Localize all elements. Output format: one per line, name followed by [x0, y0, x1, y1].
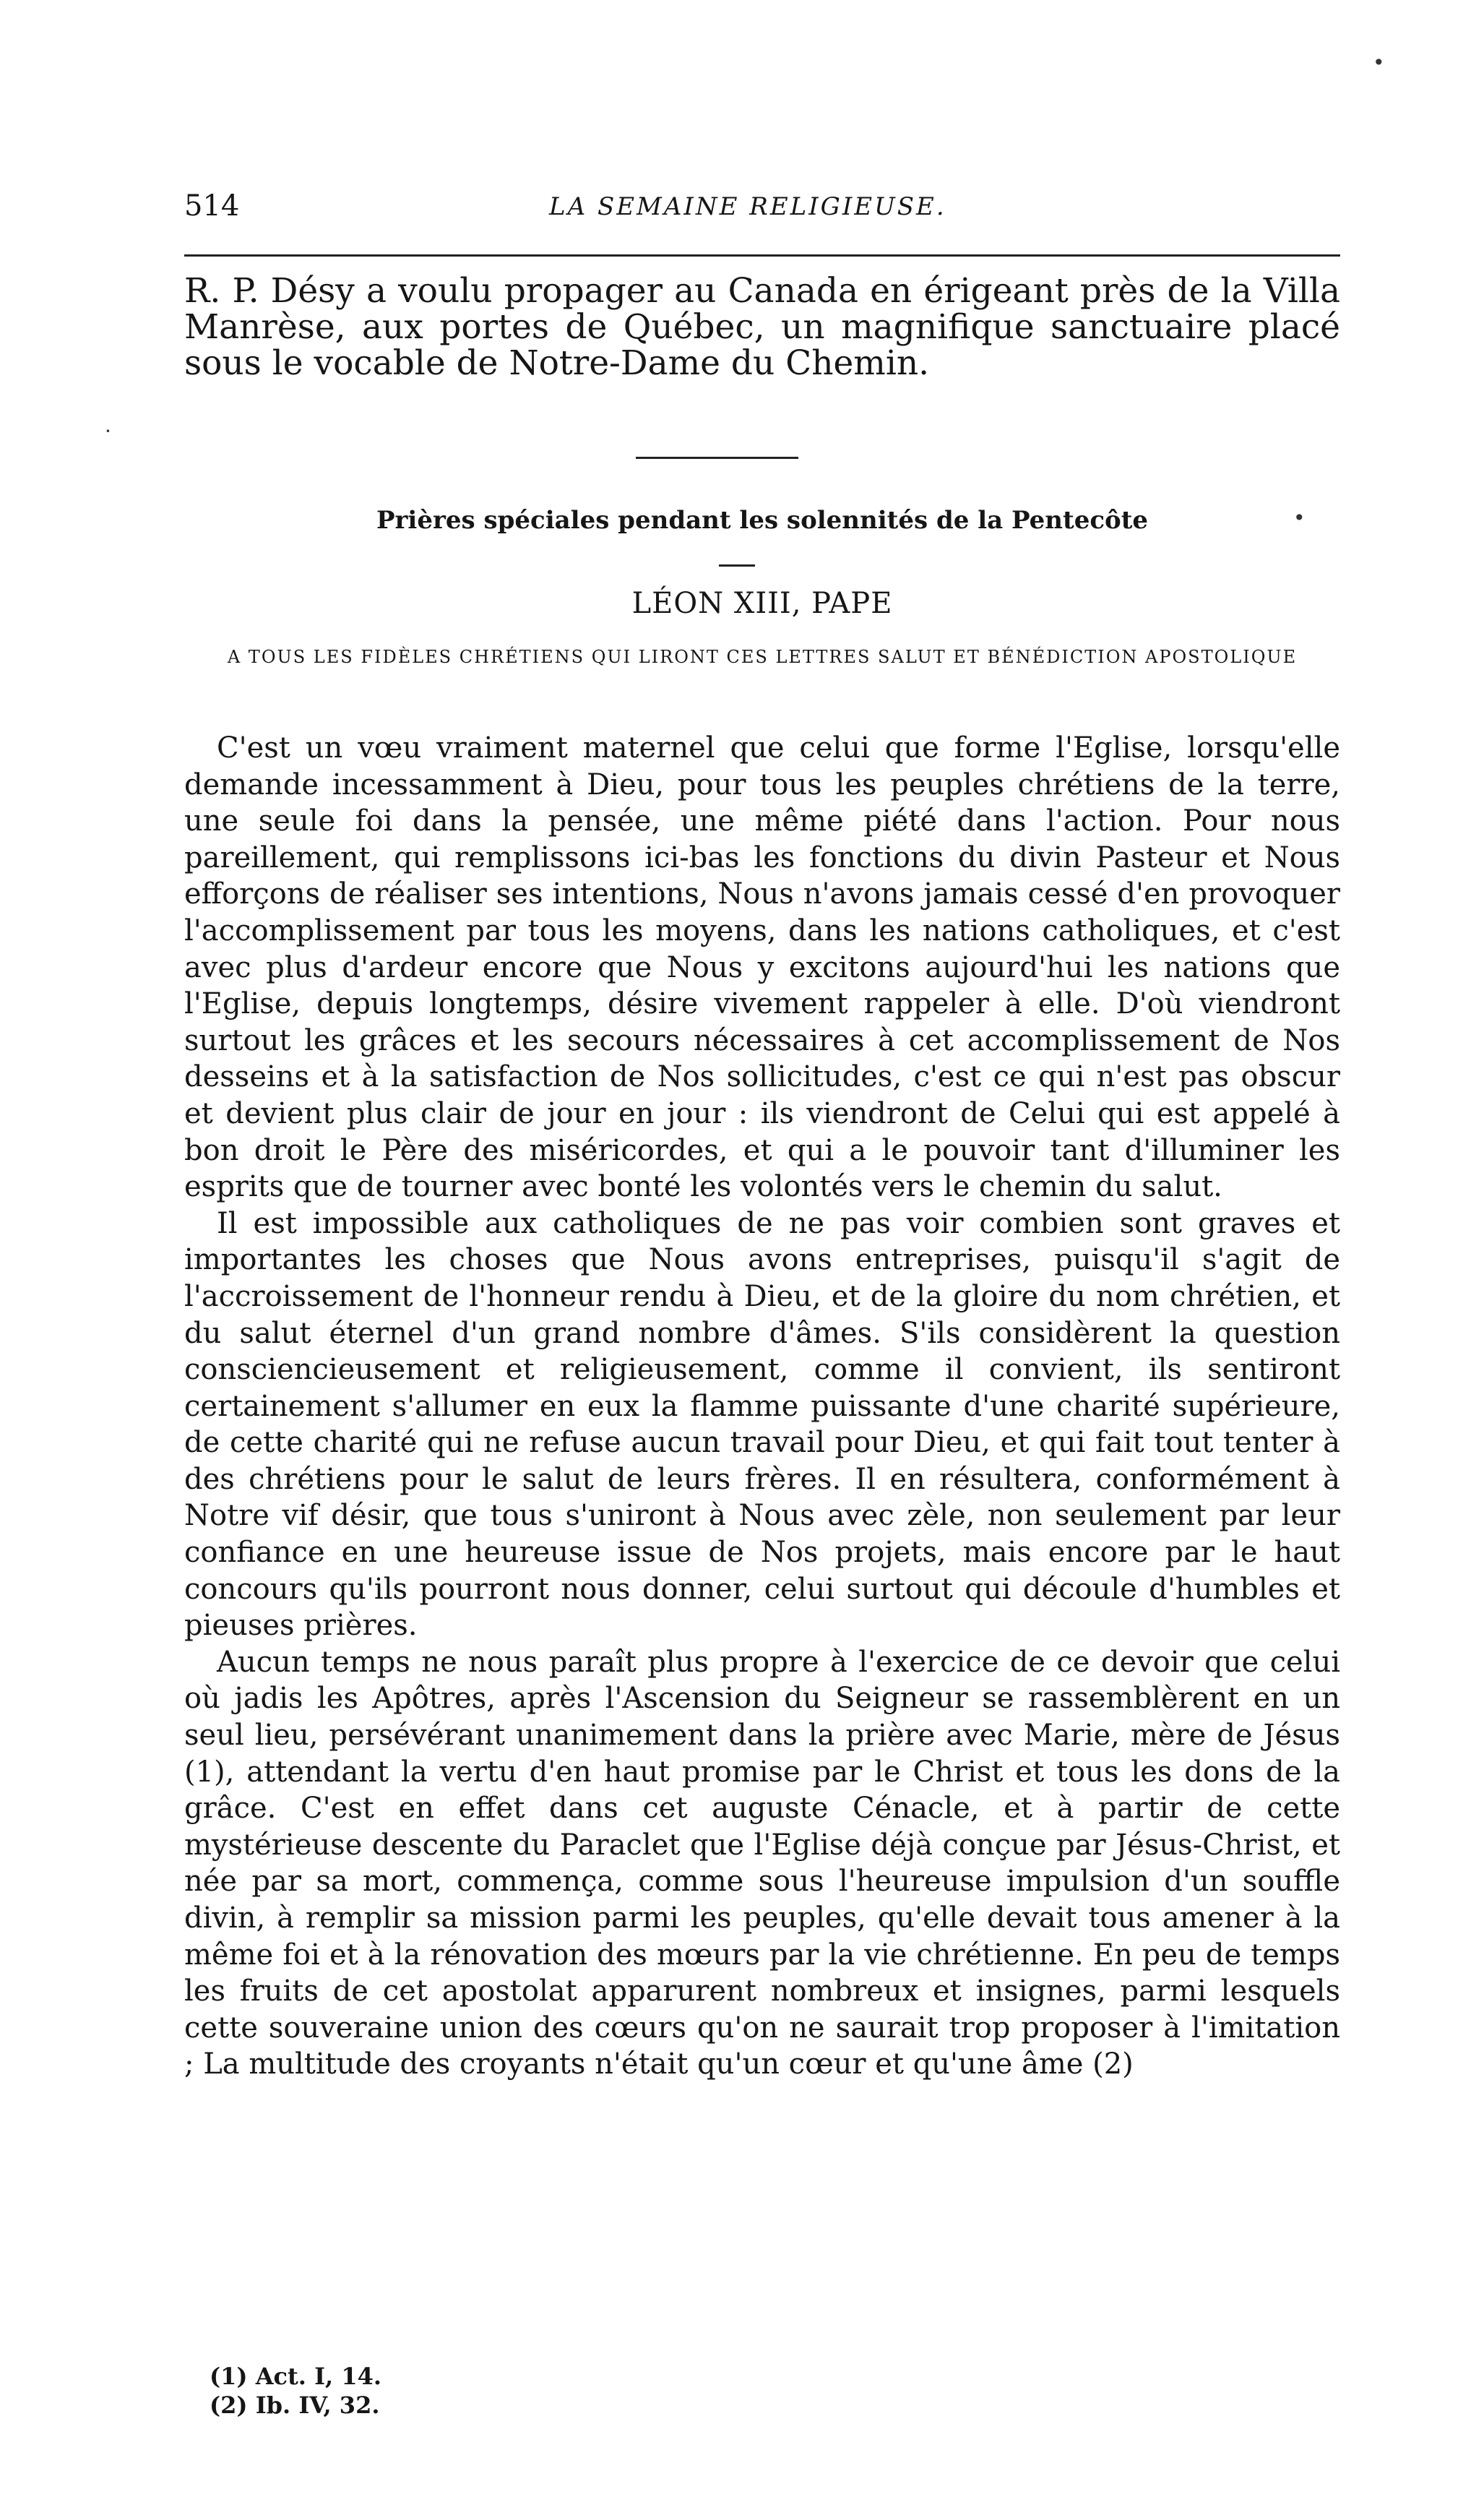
footnote: (2) Ib. IV, 32.: [210, 2391, 380, 2419]
paragraph: Il est impossible aux catholiques de ne pas voir combien sont graves et importantes les choses que Nous avons entreprises, puisqu'il s'agit de l'accroissement de l'honneur rendu à Dieu, et de la gloire du nom chrétien, et du salut éternel d'un grand nombre d'âmes. S'ils considèrent la question consciencieusement et religieusement, comme il convient, ils sentiront certainement s'allumer en eux la flamme puissante d'une charité supérieure, de cette charité qui ne refuse aucun travail pour Dieu, et qui fait tout tenter à des chrétiens pour le salut de leurs frères. Il en résultera, conformément à Notre vif désir, que tous s'uniront à Nous avec zèle, non seulement par leur confiance en une heureuse issue de Nos projets, mais encore par le haut concours qu'ils pourront nous donner, celui surtout qui découle d'humbles et pieuses prières.: [184, 1206, 1340, 1643]
running-title: LA SEMAINE RELIGIEUSE.: [549, 192, 946, 221]
footnotes: [210, 2362, 643, 2420]
header-rule: [184, 254, 1340, 257]
main-text: [184, 730, 1340, 2083]
title-divider: [719, 564, 755, 567]
paragraph: C'est un vœu vraiment maternel que celui que forme l'Eglise, lorsqu'elle demande incessamment à Dieu, pour tous les peuples chrétiens de la terre, une seule foi dans la pensée, une même piété dans l'action. Pour nous pareillement, qui remplissons ici-bas les fonctions du divin Pasteur et Nous efforçons de réaliser ses intentions, Nous n'avons jamais cessé d'en provoquer l'accomplissement par tous les moyens, dans les nations catholiques, et c'est avec plus d'ardeur encore que Nous y excitons aujourd'hui les nations que l'Eglise, depuis longtemps, désire vivement rappeler à elle. D'où viendront surtout les grâces et les secours nécessaires à cet accomplissement de Nos desseins et à la satisfaction de Nos sollicitudes, c'est ce qui n'est pas obscur et devient plus clair de jour en jour : ils viendront de Celui qui est appelé à bon droit le Père des miséricordes, et qui a le pouvoir tant d'illuminer les esprits que de tourner avec bonté les volontés vers le chemin du salut.: [184, 731, 1340, 1204]
page-header: [184, 189, 1340, 233]
scan-speck: •: [1373, 51, 1385, 74]
scan-speck: ·: [105, 419, 111, 443]
lead-paragraph: R. P. Désy a voulu propager au Canada en érigeant près de la Villa Manrèse, aux portes de Québec, un magnifique sanctuaire placé sous le vocable de Notre-Dame du Chemin.: [184, 271, 1340, 383]
salutation: A TOUS LES FIDÈLES CHRÉTIENS QUI LIRONT CES LETTRES SALUT ET BÉNÉDICTION APOSTOLIQUE: [227, 647, 1298, 667]
footnote: (1) Act. I, 14.: [210, 2363, 381, 2390]
page-number: 514: [184, 189, 240, 223]
paragraph: Aucun temps ne nous paraît plus propre à l'exercice de ce devoir que celui où jadis les Apôtres, après l'Ascension du Seigneur se rassemblèrent en un seul lieu, persévérant unanimement dans la prière avec Marie, mère de Jésus (1), attendant la vertu d'en haut promise par le Christ et tous les dons de la grâce. C'est en effet dans cet auguste Cénacle, et à partir de cette mystérieuse descente du Paraclet que l'Eglise déjà conçue par Jésus-Christ, et née par sa mort, commença, comme sous l'heureuse impulsion d'un souffle divin, à remplir sa mission parmi les peuples, qu'elle devait tous amener à la même foi et à la rénovation des mœurs par la vie chrétienne. En peu de temps les fruits de cet apostolat apparurent nombreux et insignes, parmi lesquels cette souveraine union des cœurs qu'on ne saurait trop proposer à l'imitation ; La multitude des croyants n'était qu'un cœur et qu'une âme (2): [184, 1645, 1340, 2081]
lead-paragraph-block: [184, 273, 1340, 382]
section-divider: [636, 457, 798, 459]
scan-speck: •: [1293, 506, 1306, 530]
section-title: Prières spéciales pendant les solennités de la Pentecôte: [376, 506, 1149, 535]
author-line: LÉON XIII, PAPE: [631, 587, 893, 620]
